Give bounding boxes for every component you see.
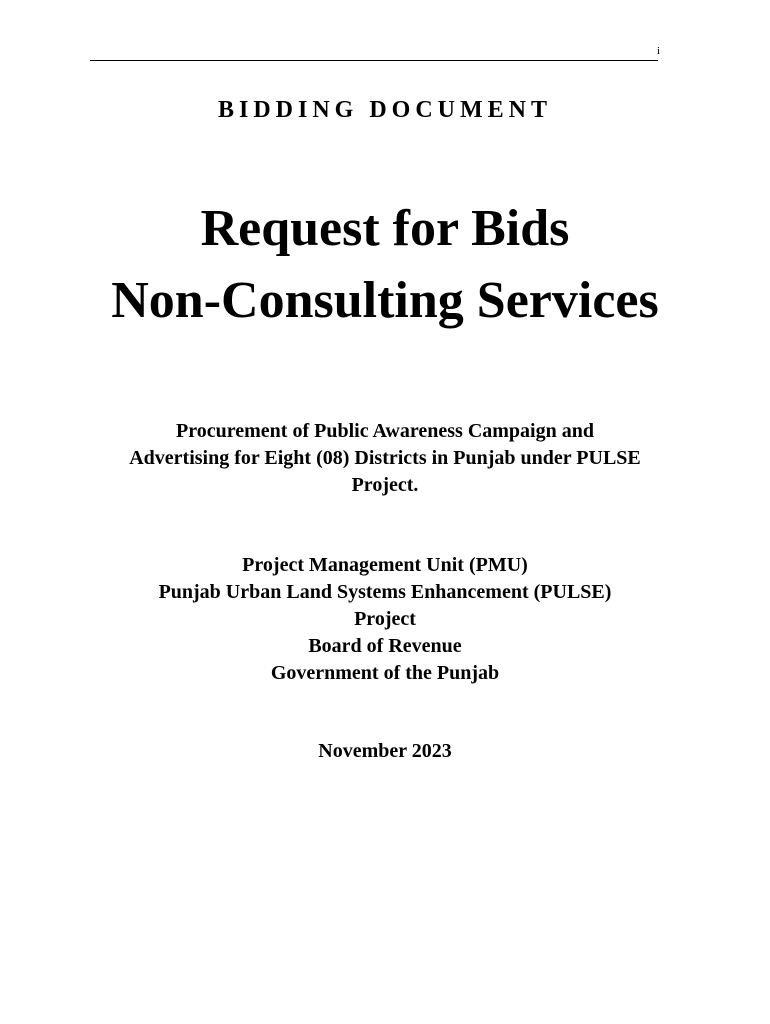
subject-line: Procurement of Public Awareness Campaign and	[176, 420, 594, 442]
main-title	[0, 193, 770, 337]
issuing-organization	[60, 552, 710, 687]
procurement-subject	[60, 418, 710, 499]
organization-line: Project Management Unit (PMU)	[242, 554, 528, 576]
subject-line: Advertising for Eight (08) Districts in Punjab under PULSE	[129, 447, 641, 469]
organization-line: Project	[354, 608, 416, 630]
header-rule	[90, 60, 658, 61]
organization-line: Government of the Punjab	[270, 662, 500, 684]
subject-line: Project.	[351, 474, 419, 496]
organization-line: Punjab Urban Land Systems Enhancement (PULSE)	[158, 581, 612, 603]
page-number: i	[656, 45, 660, 57]
organization-line: Board of Revenue	[308, 635, 462, 657]
main-title-line: Non-Consulting Services	[111, 272, 659, 329]
document-date: November 2023	[318, 740, 452, 762]
main-title-line: Request for Bids	[200, 200, 570, 257]
document-label: BIDDING DOCUMENT	[217, 97, 552, 123]
